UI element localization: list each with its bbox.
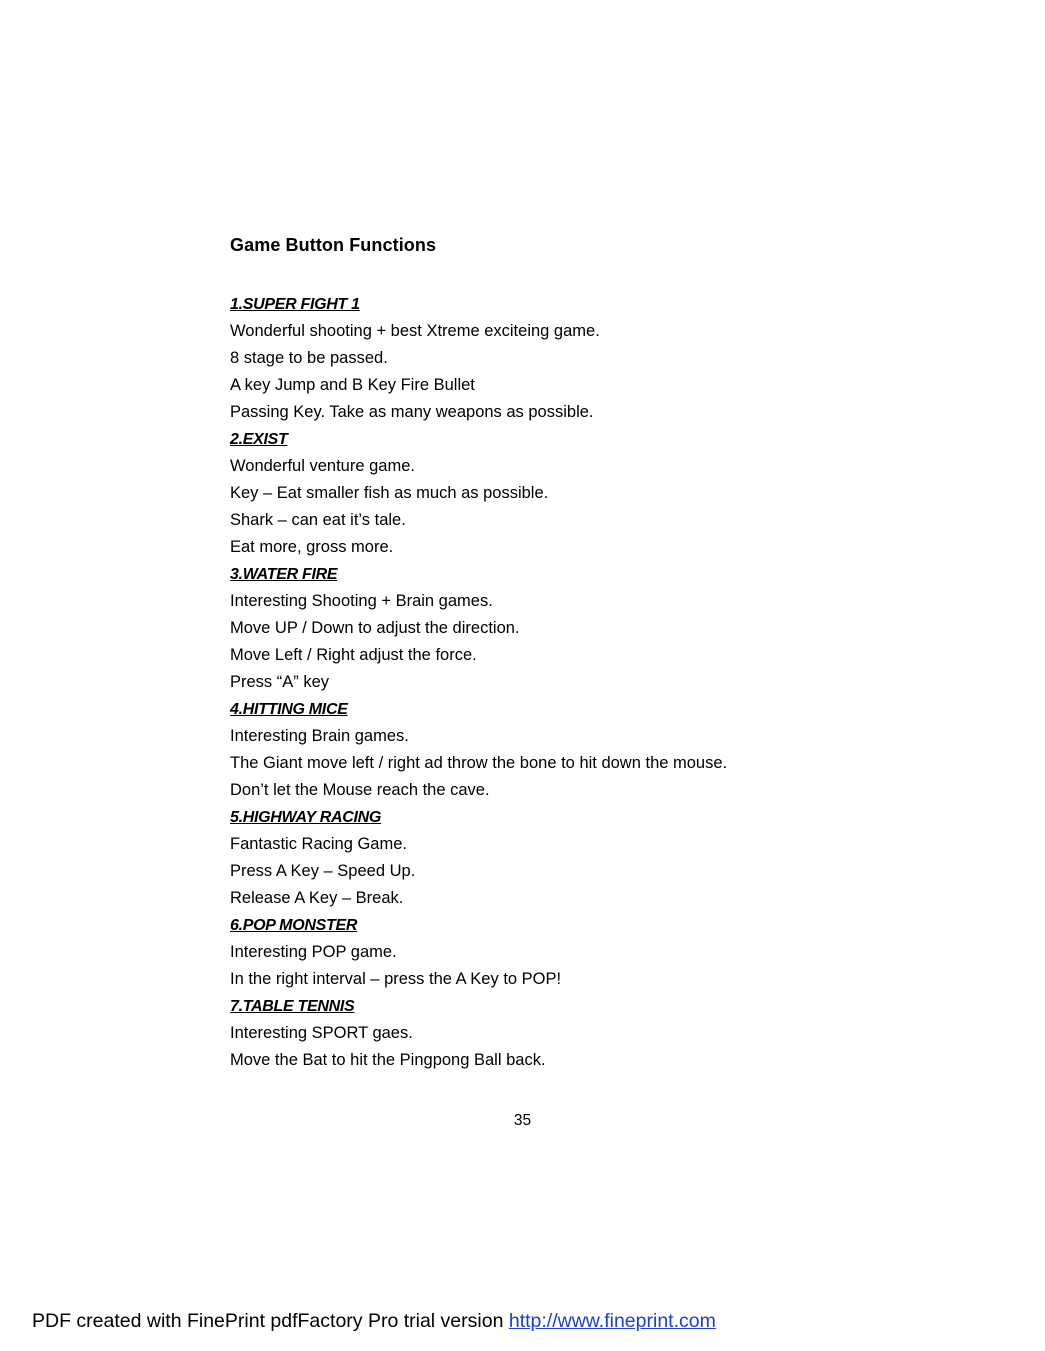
text-line: Fantastic Racing Game. <box>230 835 407 853</box>
text-line: The Giant move left / right ad throw the bone to hit down the mouse. <box>230 754 728 772</box>
text-line: In the right interval – press the A Key to POP! <box>230 970 562 988</box>
section-heading: 4.HITTING MICE <box>230 701 348 718</box>
section-water-fire <box>230 561 1010 696</box>
text-line: 8 stage to be passed. <box>230 349 388 367</box>
section-super-fight <box>230 291 1010 426</box>
section-heading: 7.TABLE TENNIS <box>230 998 355 1015</box>
section-heading: 5.HIGHWAY RACING <box>230 809 382 826</box>
text-line: Eat more, gross more. <box>230 538 394 556</box>
text-line: Move UP / Down to adjust the direction. <box>230 619 520 637</box>
section-highway-racing <box>230 804 1010 912</box>
text-line: Interesting POP game. <box>230 943 397 961</box>
pdf-footer <box>32 1310 716 1333</box>
text-line: Interesting Brain games. <box>230 727 409 745</box>
text-line: A key Jump and B Key Fire Bullet <box>230 376 475 394</box>
text-line: Move Left / Right adjust the force. <box>230 646 477 664</box>
text-line: Interesting Shooting + Brain games. <box>230 592 493 610</box>
text-line: Wonderful shooting + best Xtreme exciteing game. <box>230 322 600 340</box>
page-number: 35 <box>513 1112 532 1129</box>
section-heading: 3.WATER FIRE <box>230 566 338 583</box>
page-title: Game Button Functions <box>230 235 437 255</box>
text-line: Press “A” key <box>230 673 330 691</box>
text-line: Interesting SPORT gaes. <box>230 1024 413 1042</box>
text-line: Don’t let the Mouse reach the cave. <box>230 781 490 799</box>
text-line: Shark – can eat it’s tale. <box>230 511 406 529</box>
text-line: Release A Key – Break. <box>230 889 404 907</box>
section-exist <box>230 426 1010 561</box>
section-heading: 1.SUPER FIGHT 1 <box>230 296 360 313</box>
section-heading: 6.POP MONSTER <box>230 917 358 934</box>
fineprint-link[interactable]: http://www.fineprint.com <box>508 1310 716 1332</box>
text-line: Wonderful venture game. <box>230 457 415 475</box>
text-line: Passing Key. Take as many weapons as possible. <box>230 403 594 421</box>
section-heading: 2.EXIST <box>230 431 288 448</box>
footer-text: PDF created with FinePrint pdfFactory Pro trial version <box>32 1310 509 1332</box>
text-line: Press A Key – Speed Up. <box>230 862 416 880</box>
section-pop-monster <box>230 912 1010 993</box>
section-table-tennis <box>230 993 1010 1074</box>
text-line: Move the Bat to hit the Pingpong Ball back. <box>230 1051 546 1069</box>
document-content <box>230 232 1010 1074</box>
text-line: Key – Eat smaller fish as much as possible. <box>230 484 549 502</box>
section-hitting-mice <box>230 696 1010 804</box>
